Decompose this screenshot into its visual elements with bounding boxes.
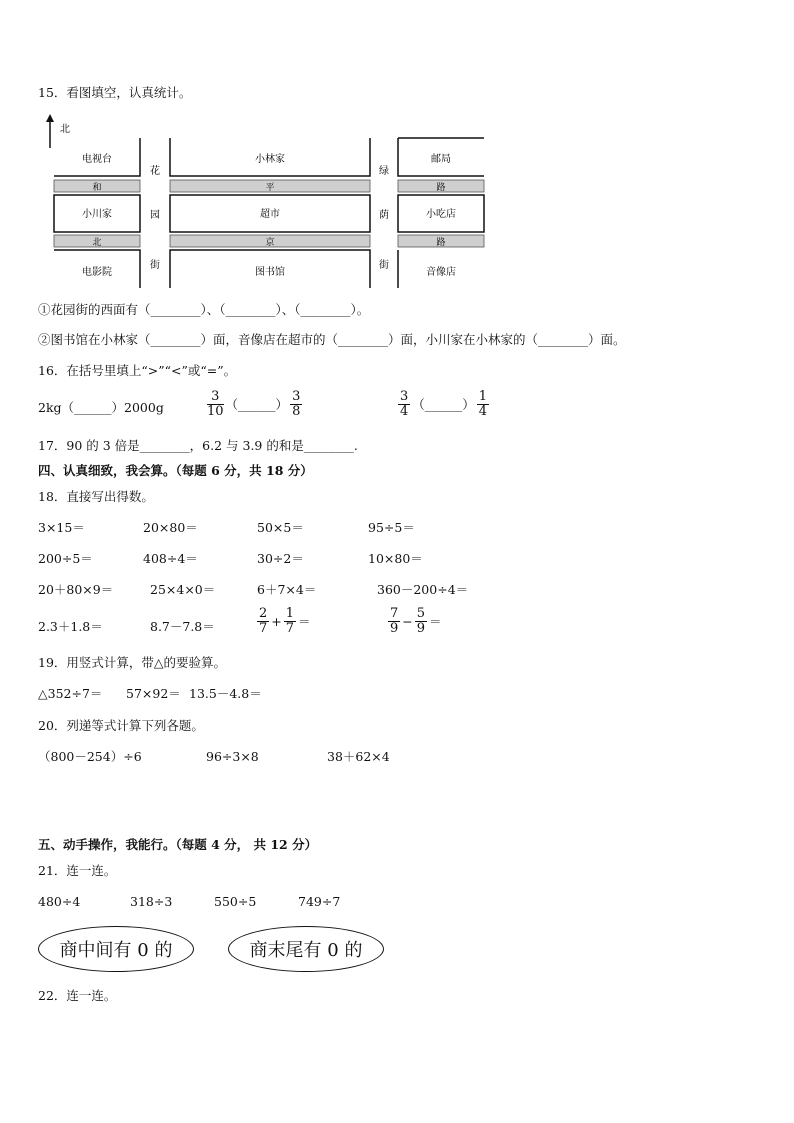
q18-r2c2: 408÷4＝ bbox=[143, 551, 198, 566]
street-yuan: 园 bbox=[150, 210, 160, 221]
q16-item1: 2kg（______）2000g bbox=[38, 400, 164, 415]
street-jie-2: 街 bbox=[379, 260, 389, 271]
q18-title: 18．直接写出得数。 bbox=[38, 489, 154, 504]
q18-r3c4: 360－200÷4＝ bbox=[377, 582, 469, 597]
q21-title: 21．连一连。 bbox=[38, 863, 117, 878]
q18-r4c2: 8.7－7.8＝ bbox=[150, 619, 215, 634]
q19-title: 19．用竖式计算，带△的要验算。 bbox=[38, 655, 227, 670]
q18-r2c3: 30÷2＝ bbox=[257, 551, 304, 566]
q18-r1c1: 3×15＝ bbox=[38, 520, 85, 535]
street-bei: 北 bbox=[92, 238, 102, 248]
block-library: 图书馆 bbox=[255, 267, 285, 278]
street-he: 和 bbox=[92, 183, 102, 193]
q20-item1: （800－254）÷6 bbox=[38, 749, 142, 764]
q18-r1c4: 95÷5＝ bbox=[368, 520, 415, 535]
street-lu-1: 路 bbox=[436, 183, 446, 193]
q22-title: 22．连一连。 bbox=[38, 988, 117, 1003]
q18-r1c3: 50×5＝ bbox=[257, 520, 304, 535]
q15-line2: ②图书馆在小林家（________）面，音像店在超市的（________）面，小川家在小林家的（________）面。 bbox=[38, 332, 626, 347]
street-map bbox=[38, 112, 488, 292]
block-tv: 电视台 bbox=[82, 154, 112, 165]
q17: 17．90 的 3 倍是________，6.2 与 3.9 的和是________. bbox=[38, 438, 358, 453]
q18-r3c3: 6＋7×4＝ bbox=[257, 582, 317, 597]
q20-item3: 38＋62×4 bbox=[327, 749, 390, 764]
north-label: 北 bbox=[60, 124, 70, 135]
q21-item1: 480÷4 bbox=[38, 894, 81, 909]
q16-item3: $\frac{3}{4}$ （______） $\frac{1}{4}$ bbox=[400, 389, 488, 419]
block-xiaolin: 小林家 bbox=[255, 154, 285, 165]
q18-frac-b: $\frac{7}{9}$ − $\frac{5}{9}$ ＝ bbox=[390, 606, 442, 636]
block-xiaochuan: 小川家 bbox=[82, 209, 112, 220]
block-video: 音像店 bbox=[426, 267, 456, 278]
q16-title: 16．在括号里填上“>”“<”或“=”。 bbox=[38, 363, 237, 378]
q15-title: 15．看图填空，认真统计。 bbox=[38, 85, 192, 100]
block-cinema: 电影院 bbox=[82, 267, 112, 278]
q15-line1: ①花园街的西面有（________）、（________）、（________）。 bbox=[38, 302, 370, 317]
block-snack: 小吃店 bbox=[426, 209, 456, 220]
q19-item2: 57×92＝ bbox=[126, 686, 181, 701]
q21-item4: 749÷7 bbox=[298, 894, 341, 909]
q18-r3c2: 25×4×0＝ bbox=[150, 582, 216, 597]
q18-frac-a: $\frac{2}{7}$ + $\frac{1}{7}$ ＝ bbox=[259, 606, 311, 636]
q18-r2c1: 200÷5＝ bbox=[38, 551, 93, 566]
street-yin: 荫 bbox=[379, 210, 389, 221]
oval-middle-zero: 商中间有 0 的 bbox=[38, 926, 194, 972]
street-jing: 京 bbox=[265, 238, 275, 248]
q21-item2: 318÷3 bbox=[130, 894, 173, 909]
street-hua: 花 bbox=[150, 166, 160, 177]
q18-r3c1: 20＋80×9＝ bbox=[38, 582, 114, 597]
q18-r4c1: 2.3＋1.8＝ bbox=[38, 619, 103, 634]
fraction-3-4: $\frac{3}{4}$ bbox=[400, 389, 409, 419]
street-ping: 平 bbox=[265, 183, 275, 193]
fraction-1-4: $\frac{1}{4}$ bbox=[478, 389, 488, 419]
q19-item3: 13.5－4.8＝ bbox=[189, 686, 262, 701]
fraction-3-8: $\frac{3}{8}$ bbox=[292, 389, 301, 419]
q20-title: 20．列递等式计算下列各题。 bbox=[38, 718, 204, 733]
q20-item2: 96÷3×8 bbox=[206, 749, 259, 764]
street-lu-2: 路 bbox=[436, 238, 446, 248]
oval-end-zero: 商末尾有 0 的 bbox=[228, 926, 384, 972]
street-lv: 绿 bbox=[379, 166, 389, 177]
fraction-3-10: $\frac{3}{10}$ bbox=[207, 389, 224, 419]
section-4-heading: 四、认真细致，我会算。（每题 6 分，共 18 分） bbox=[38, 463, 313, 478]
q16-item2: $\frac{3}{10}$ （______） $\frac{3}{8}$ bbox=[207, 389, 301, 419]
q19-item1: △352÷7＝ bbox=[38, 686, 103, 701]
street-jie-1: 街 bbox=[150, 260, 160, 271]
block-market: 超市 bbox=[260, 209, 280, 220]
q18-r2c4: 10×80＝ bbox=[368, 551, 423, 566]
q21-item3: 550÷5 bbox=[214, 894, 257, 909]
q18-r1c2: 20×80＝ bbox=[143, 520, 198, 535]
block-post: 邮局 bbox=[431, 154, 451, 165]
section-5-heading: 五、动手操作，我能行。（每题 4 分， 共 12 分） bbox=[38, 837, 318, 852]
